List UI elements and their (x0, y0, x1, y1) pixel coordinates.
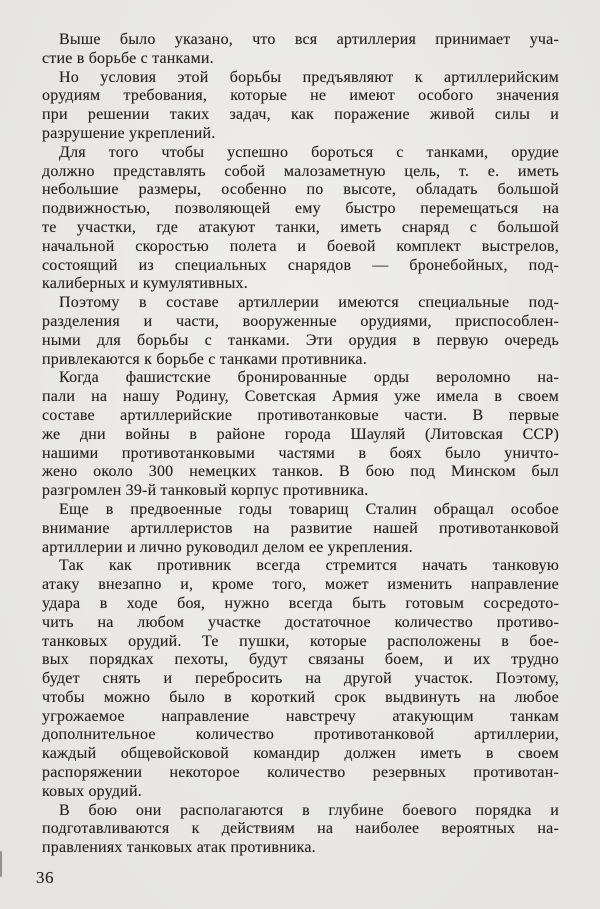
text-line: те участки, где атакуют танки, иметь снаряд с большой (42, 218, 559, 236)
text-line: орудиям требования, которые не имеют особого значения (42, 87, 559, 105)
text-line: атаку внезапно и, кроме того, может изменить направление (42, 576, 559, 594)
text-line: Так как противник всегда стремится начать танковую (59, 557, 559, 575)
text-line: ными для борьбы с танками. Эти орудия в первую очередь (42, 331, 559, 349)
text-line: начальной скоростью полета и боевой комплект выстрелов, (42, 237, 559, 255)
paragraph (42, 501, 559, 557)
text-line: чтобы можно было в короткий срок выдвинуть на любое (42, 688, 559, 706)
paragraph (42, 31, 559, 69)
text-line: дополнительное количество противотанковой артиллерии, (42, 726, 559, 744)
text-line: ковых орудий. (42, 782, 142, 800)
text-line: распоряжении некоторое количество резервных противотан- (42, 764, 559, 782)
paragraph (42, 369, 559, 501)
text-line: угрожаемое направление навстречу атакующим танкам (42, 707, 559, 725)
text-line: привлекаются к борьбе с танками противника. (42, 350, 367, 368)
text-line: Для того чтобы успешно бороться с танками, орудие (59, 143, 559, 161)
page-text (42, 31, 559, 858)
text-line: Выше было указано, что вся артиллерия принимает уча- (59, 31, 559, 48)
text-line: вых порядках пехоты, будут связаны боем, и их трудно (42, 651, 559, 669)
text-line: разгромлен 39-й танковый корпус противника. (42, 482, 369, 500)
text-line: составе артиллерийские противотанковые части. В первые (42, 406, 559, 424)
text-line: пали на нашу Родину, Советская Армия уже имела в своем (42, 388, 559, 406)
text-line: разрушение укреплений. (42, 124, 216, 142)
text-line: калиберных и кумулятивных. (42, 275, 248, 293)
text-line: разделения и части, вооруженные орудиями, приспособлен- (42, 312, 559, 330)
text-line: небольшие размеры, особенно по высоте, обладать большой (42, 181, 559, 199)
text-line: правлениях танковых атак противника. (42, 839, 316, 857)
text-line: будет снять и перебросить на другой участок. Поэтому, (42, 670, 559, 688)
text-line: подготавливаются к действиям на наиболее вероятных на- (42, 820, 559, 838)
text-line: жено около 300 немецких танков. В бою под Минском был (42, 463, 559, 481)
text-line: состоящий из специальных снарядов — бронебойных, под- (42, 256, 559, 274)
paragraph (42, 802, 559, 858)
text-line: стие в борьбе с танками. (42, 49, 214, 67)
text-line: танковых орудий. Те пушки, которые расположены в бое- (42, 632, 559, 650)
text-line: внимание артиллеристов на развитие нашей противотанковой (42, 519, 559, 537)
text-line: нашими противотанковыми частями в боях было уничто- (42, 444, 559, 462)
scan-edge-artifact (0, 851, 2, 877)
text-line: Поэтому в составе артиллерии имеются специальные под- (59, 294, 559, 312)
page-number: 36 (36, 868, 54, 887)
text-line: чить на любом участке достаточное количество противо- (42, 613, 559, 631)
text-line: Еще в предвоенные годы товарищ Сталин обращал особое (59, 500, 559, 518)
text-line: должно представлять собой малозаметную цель, т. е. иметь (42, 162, 559, 180)
text-line: при решении таких задач, как поражение живой силы и (42, 106, 559, 124)
text-line: удара в ходе боя, нужно всегда быть готовым сосредото- (42, 594, 559, 612)
paragraph (42, 557, 559, 801)
paragraph (42, 294, 559, 369)
paragraph (42, 69, 559, 144)
text-line: В бою они располагаются в глубине боевого порядка и (59, 801, 559, 819)
text-line: подвижностью, позволяющей ему быстро перемещаться на (42, 200, 559, 218)
text-line: каждый общевойсковой командир должен иметь в своем (42, 745, 559, 763)
text-line: Но условия этой борьбы предъявляют к артиллерийским (59, 68, 559, 86)
text-line: артиллерии и лично руководил делом ее укрепления. (42, 538, 413, 556)
text-line: Когда фашистские бронированные орды вероломно на- (59, 369, 559, 387)
paragraph (42, 144, 559, 294)
text-line: же дни войны в районе города Шауляй (Литовская ССР) (42, 425, 559, 443)
